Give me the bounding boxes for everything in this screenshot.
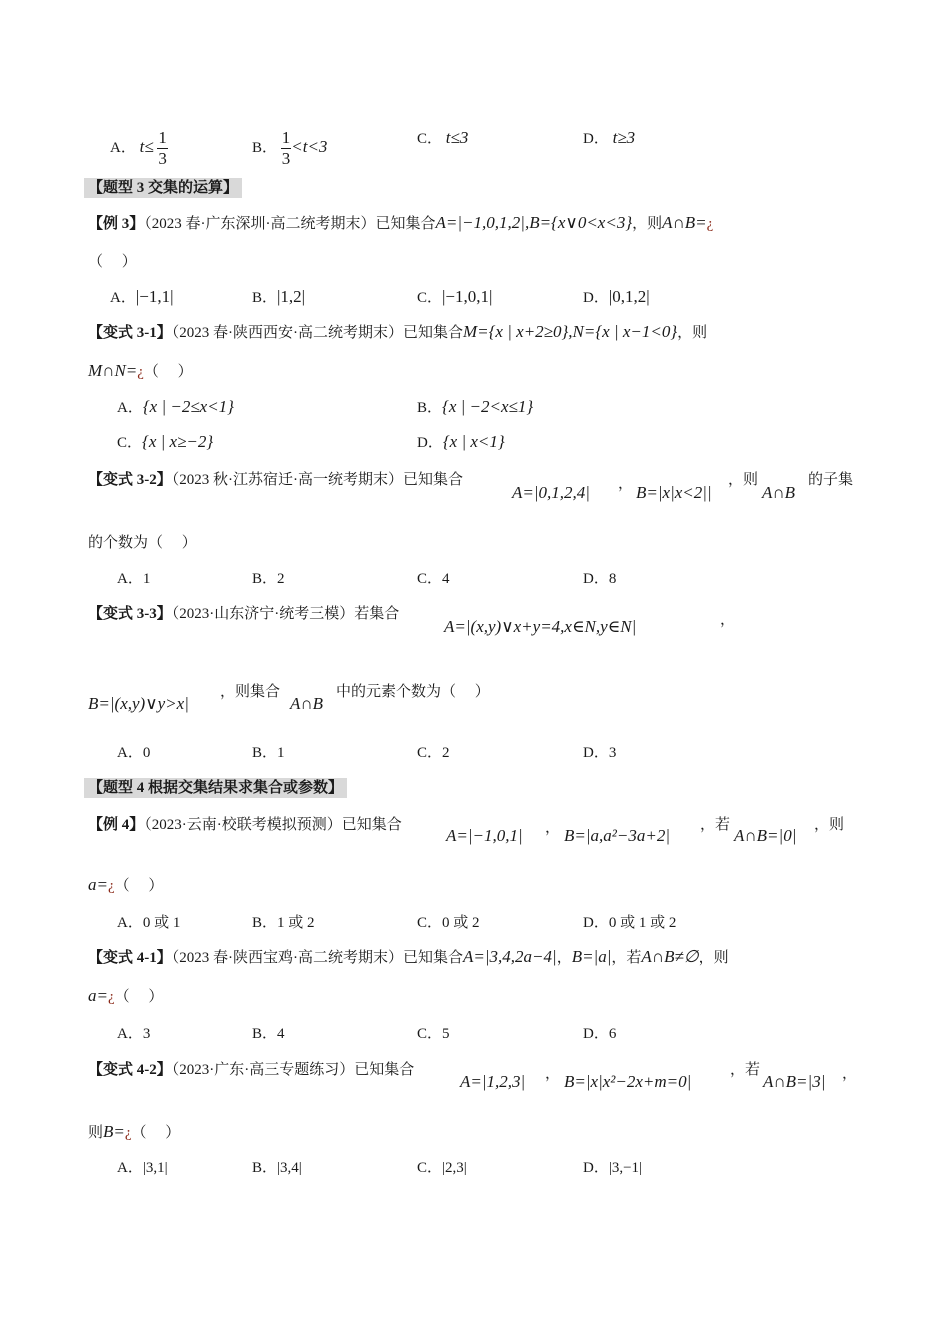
separator: ，: [720, 612, 736, 628]
separator: ，: [545, 820, 561, 836]
option-d: D．3: [583, 745, 617, 761]
set-a: A=|1,2,3|: [460, 1072, 526, 1091]
set-a: A=|−1,0,1|: [446, 826, 523, 845]
variant-3-1-stem: 【变式 3-1】（2023 春·陕西西安·高二统考期末）已知集合M={x | x+2≥0},N={x | x−1<0}，则: [88, 322, 708, 341]
option-c: C．|−1,0,1|: [417, 287, 493, 306]
section-heading-3: 【题型 3 交集的运算】: [84, 178, 242, 198]
variant-3-1-ask: M∩N=¿（ ）: [88, 361, 193, 380]
option-d: D． t≥3: [583, 128, 636, 147]
option-d: D．|3,−1|: [583, 1160, 643, 1176]
option-d: D．8: [583, 571, 617, 587]
set-a: A=|(x,y)∨x+y=4,x∈N,y∈N|: [444, 617, 637, 636]
option-d: D．|0,1,2|: [583, 287, 650, 306]
variant-4-1-stem: 【变式 4-1】（2023 春·陕西宝鸡·高二统考期末）已知集合A=|3,4,2a−4|，B=|a|，若A∩B≠∅，则: [88, 947, 729, 966]
option-b: B．1 或 2: [252, 915, 315, 931]
variant-3-3-stem: 【变式 3-3】（2023·山东济宁·统考三模）若集合: [88, 606, 400, 622]
option-c: C．5: [417, 1026, 450, 1042]
tail: ，则: [814, 817, 845, 833]
set-a: A=|0,1,2,4|: [512, 483, 590, 502]
option-a: A． t≤ $\frac{1}{3}$: [110, 128, 167, 168]
variant-3-2-stem: 【变式 3-2】（2023 秋·江苏宿迁·高一统考期末）已知集合: [88, 472, 463, 488]
intersection: A∩B=|3|: [763, 1072, 826, 1091]
option-a: A．0 或 1: [117, 915, 181, 931]
option-c: C． t≤3: [417, 128, 469, 147]
example-4-stem: 【例 4】（2023·云南·校联考模拟预测）已知集合: [88, 817, 402, 833]
option-c: C．4: [417, 571, 450, 587]
option-c: C．2: [417, 745, 450, 761]
option-a: A．0: [117, 745, 151, 761]
variant-3-2-line2: 的个数为（ ）: [88, 535, 197, 551]
option-a: A．|3,1|: [117, 1160, 168, 1176]
separator: ，: [618, 476, 634, 492]
option-d: D．6: [583, 1026, 617, 1042]
set-b: B=|a,a²−3a+2|: [564, 826, 670, 845]
example-4-ask: a=¿（ ）: [88, 875, 164, 894]
example-3-stem: 【例 3】（2023 春·广东深圳·高二统考期末）已知集合A=|−1,0,1,2|,B={x∨0<x<3}，则A∩B=¿: [88, 213, 714, 232]
set-b: B=|x|x²−2x+m=0|: [564, 1072, 692, 1091]
variant-4-1-ask: a=¿（ ）: [88, 986, 164, 1005]
tail: 的子集: [808, 472, 854, 488]
intersection: A∩B: [290, 694, 324, 713]
fraction: $\frac{1}{3}$: [281, 128, 291, 168]
section-heading-4: 【题型 4 根据交集结果求集合或参数】: [84, 778, 347, 798]
connector: ，则集合: [220, 684, 281, 700]
option-a: A．3: [117, 1026, 151, 1042]
option-d: D．0 或 1 或 2: [583, 915, 677, 931]
connector: ，若: [730, 1062, 761, 1078]
connector: ，则: [728, 472, 759, 488]
option-b: B．2: [252, 571, 285, 587]
option-c: C．0 或 2: [417, 915, 480, 931]
fraction: $\frac{1}{3}$: [158, 128, 167, 168]
option-b: B．1: [252, 745, 285, 761]
set-b: B=|x|x<2||: [636, 483, 712, 502]
separator: ，: [545, 1066, 561, 1082]
option-b: B．4: [252, 1026, 285, 1042]
option-b: B．{x | −2<x≤1}: [417, 397, 534, 416]
variant-4-2-stem: 【变式 4-2】（2023·广东·高三专题练习）已知集合: [88, 1062, 415, 1078]
option-b: B． $\frac{1}{3}$ <t<3: [252, 128, 328, 168]
intersection: A∩B=|0|: [734, 826, 797, 845]
option-b: B．|1,2|: [252, 287, 306, 306]
tail: ，: [842, 1066, 858, 1082]
option-a: A．|−1,1|: [110, 287, 174, 306]
variant-4-2-ask: 则B=¿（ ）: [88, 1122, 181, 1141]
option-b: B．|3,4|: [252, 1160, 302, 1176]
example-3-paren: （ ）: [88, 254, 137, 270]
tail: 中的元素个数为（ ）: [336, 684, 490, 700]
option-c: C．{x | x≥−2}: [117, 432, 214, 451]
connector: ，若: [700, 817, 731, 833]
intersection: A∩B: [762, 483, 796, 502]
option-a: A．1: [117, 571, 151, 587]
option-c: C．|2,3|: [417, 1160, 467, 1176]
option-a: A．{x | −2≤x<1}: [117, 397, 234, 416]
set-b: B=|(x,y)∨y>x|: [88, 694, 189, 713]
option-d: D．{x | x<1}: [417, 432, 505, 451]
